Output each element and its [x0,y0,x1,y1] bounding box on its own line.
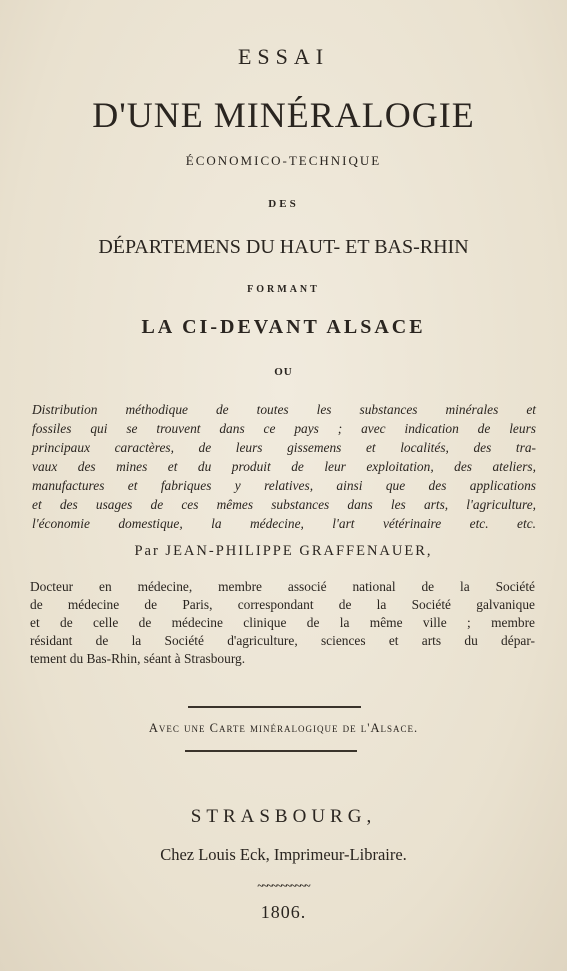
title-formant: FORMANT [247,284,320,295]
description-line: fossiles qui se trouvent dans ce pays ; avec indication de leurs [32,421,536,436]
credentials-line: tement du Bas-Rhin, séant à Strasbourg. [30,651,246,666]
description-paragraph [32,400,536,533]
credentials-line: et de celle de médecine clinique de la même ville ; membre [30,615,535,630]
description-line: et des usages de ces mêmes substances dans les arts, l'agriculture, [32,497,536,512]
credentials-line: résidant de la Société d'agriculture, sciences et arts du dépar- [30,633,535,648]
title-departemens: DÉPARTEMENS DU HAUT- ET BAS-RHIN [98,236,469,258]
imprint-city: STRASBOURG, [190,806,377,827]
map-note: Avec une Carte minéralogique de l'Alsace. [148,721,419,735]
ornament-divider: ~~~~~~~~~~~ [257,880,310,892]
author-credentials [30,578,535,668]
subtitle: ÉCONOMICO-TECHNIQUE [185,153,382,168]
credentials-line: de médecine de Paris, correspondant de la Société galvanique [30,597,535,612]
divider-rule [185,750,357,752]
main-title: D'UNE MINÉRALOGIE [92,95,475,135]
imprint-year: 1806. [260,902,307,922]
divider-rule [188,706,361,708]
credentials-line: Docteur en médecine, membre associé national de la Société [30,579,535,594]
title-des: DES [268,198,299,210]
imprint-publisher: Chez Louis Eck, Imprimeur-Libraire. [160,845,407,864]
description-line: Distribution méthodique de toutes les substances minérales et [32,402,536,417]
author-byline: Par JEAN-PHILIPPE GRAFFENAUER, [134,543,433,559]
description-line: principaux caractères, de leurs gissemens et localités, des tra- [32,440,536,455]
title-ou: OU [274,366,293,378]
description-line: l'économie domestique, la médecine, l'art vétérinaire etc. etc. [32,516,536,531]
description-line: vaux des mines et du produit de leur exploitation, des ateliers, [32,459,536,474]
title-essai: ESSAI [237,44,330,69]
description-line: manufactures et fabriques y relatives, ainsi que des applications [32,478,536,493]
title-alsace: LA CI-DEVANT ALSACE [141,316,426,338]
